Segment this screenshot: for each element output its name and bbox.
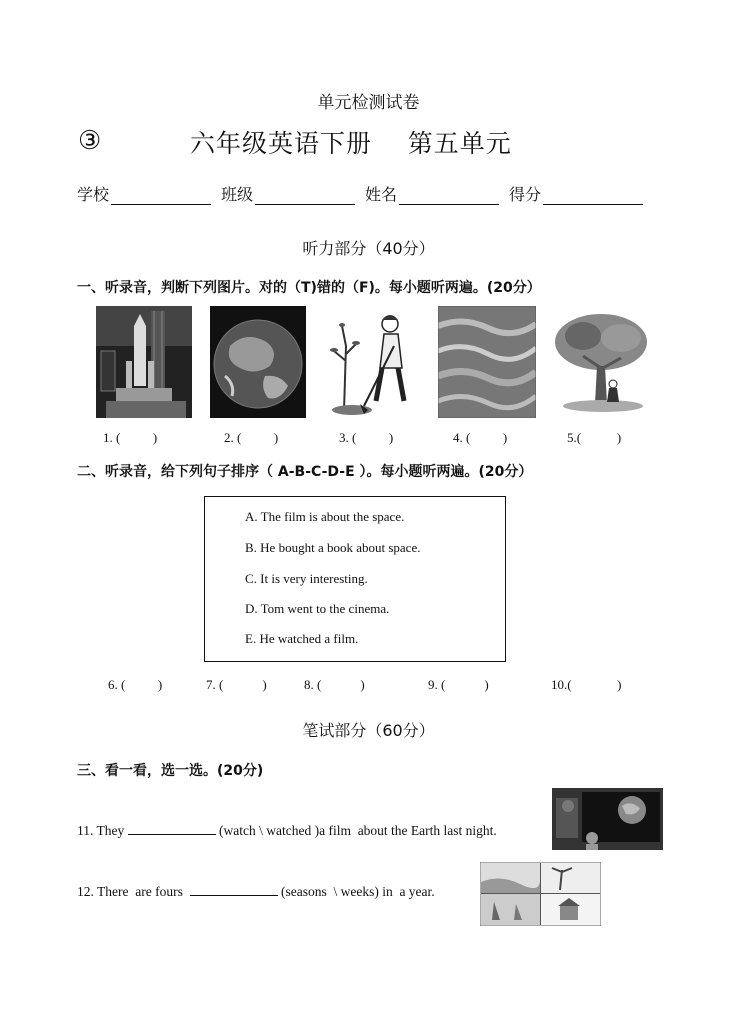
earth-photo — [210, 306, 306, 418]
sentence-11: 11. They (watch \ watched )a film about the Earth last night. — [77, 823, 497, 838]
rocket-launch-photo — [96, 306, 192, 418]
question-2-instruction: 二、听录音，给下列句子排序（ A-B-C-D-E ）。每小题听两遍。(20分） — [77, 464, 533, 480]
writing-heading: 笔试部分（60分） — [302, 721, 435, 740]
sentence-12: 12. There are fours (seasons \ weeks) in a year. — [77, 884, 435, 899]
answer-blank-4[interactable]: 4. ( ) — [453, 430, 508, 445]
sentence-box — [204, 496, 506, 662]
answer-blank-1[interactable]: 1. ( ) — [103, 430, 158, 445]
answer-blank-7[interactable]: 7. ( ) — [206, 677, 267, 692]
question-3-instruction: 三、看一看，选一选。(20分) — [77, 763, 264, 779]
school-field[interactable]: 学校 — [77, 182, 211, 205]
four-seasons-photo — [480, 862, 601, 926]
answer-blank-2[interactable]: 2. ( ) — [224, 430, 279, 445]
student-info-row — [77, 182, 667, 205]
answer-blank-9[interactable]: 9. ( ) — [428, 677, 489, 692]
listening-heading: 听力部分（40分） — [302, 239, 435, 258]
answer-blank-6[interactable]: 6. ( ) — [108, 677, 163, 692]
film-earth-photo — [552, 788, 663, 850]
answer-blank-3[interactable]: 3. ( ) — [339, 430, 394, 445]
boy-planting-tree-drawing — [324, 306, 420, 418]
answer-blank-8[interactable]: 8. ( ) — [304, 677, 365, 692]
ocean-waves-photo — [438, 306, 536, 418]
name-field[interactable]: 姓名 — [365, 182, 499, 205]
score-field[interactable]: 得分 — [509, 182, 643, 205]
class-field[interactable]: 班级 — [221, 182, 355, 205]
boy-under-tree-drawing — [553, 306, 651, 418]
fill-blank-12[interactable] — [190, 883, 278, 896]
page-subtitle: 单元检测试卷 — [317, 93, 420, 113]
sentence-e: E. He watched a film. — [245, 631, 359, 646]
sentence-d: D. Tom went to the cinema. — [245, 601, 390, 616]
sentence-c: C. It is very interesting. — [245, 571, 368, 586]
sentence-a: A. The film is about the space. — [245, 509, 405, 524]
page-title: 六年级英语下册 第五单元 — [190, 129, 512, 158]
sentence-b: B. He bought a book about space. — [245, 540, 421, 555]
paper-number: ③ — [78, 126, 102, 156]
answer-blank-10[interactable]: 10.( ) — [551, 677, 622, 692]
question-1-instruction: 一、听录音，判断下列图片。对的（T)错的（F)。每小题听两遍。(20分） — [77, 280, 541, 296]
answer-blank-5[interactable]: 5.( ) — [567, 430, 622, 445]
fill-blank-11[interactable] — [128, 822, 216, 835]
